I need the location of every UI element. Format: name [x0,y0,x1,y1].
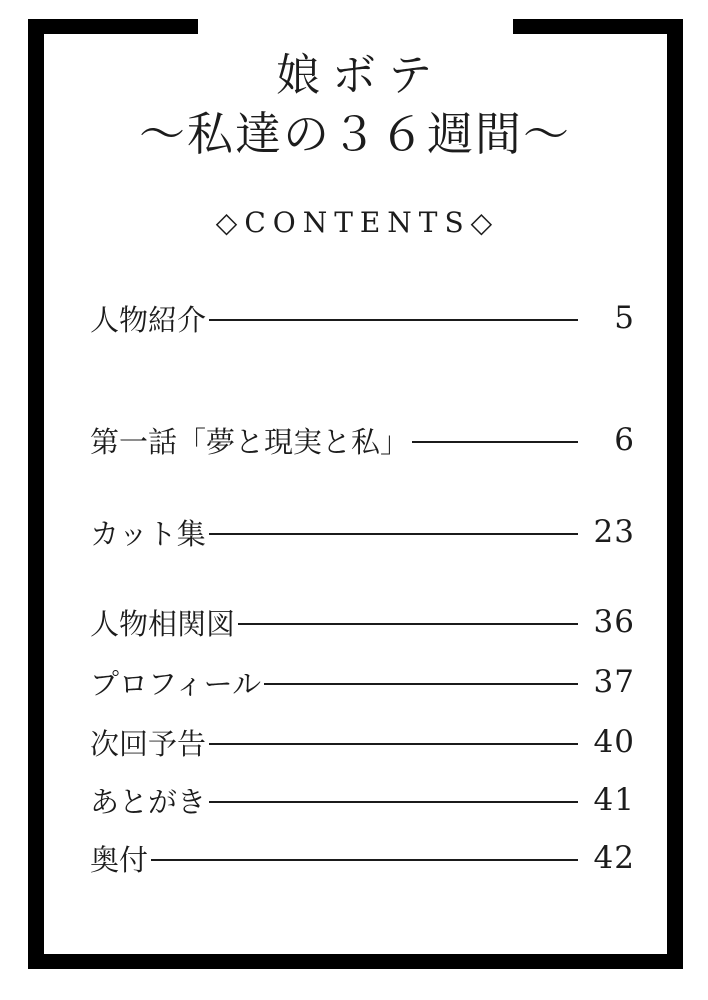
toc-entry-page-number: 6 [614,422,635,458]
toc-row [90,837,635,879]
toc-row [90,419,635,461]
leader-line [209,801,578,803]
book-title-line2: ～私達の３６週間～ [139,107,571,161]
frame-top-right-segment [513,19,683,34]
toc-entry-label: あとがき [90,784,207,819]
toc-entry-label: カット集 [90,516,206,551]
toc-row [90,511,635,553]
toc-entry-page-number: 41 [593,782,635,818]
leader-line [238,623,578,625]
contents-heading: ◇CONTENTS◇ [215,206,500,239]
leader-line [209,319,578,321]
toc-entry-page-number: 42 [593,840,635,876]
toc-entry-page-number: 5 [614,300,635,336]
toc-entry-page-number: 36 [593,604,635,640]
toc-row [90,601,635,643]
toc-entry-label: 次回予告 [90,726,207,761]
leader-line [412,441,578,443]
toc-row [90,297,635,339]
toc-row [90,779,635,821]
toc-entry-label: 第一話「夢と現実と私」 [90,424,410,459]
toc-entry-label: 奥付 [90,842,149,877]
frame-right-bar [667,19,683,969]
leader-line [209,743,578,745]
toc-entry-page-number: 23 [593,514,635,550]
leader-line [209,533,578,535]
frame-top-left-segment [28,19,198,34]
frame-left-bar [28,19,44,969]
toc-row [90,661,635,703]
toc-entry-label: 人物相関図 [90,606,236,641]
book-title-line1: 娘ボテ [276,50,444,101]
frame-bottom-bar [28,954,683,969]
toc-entry-label: プロフィール [90,666,262,701]
toc-entry-label: 人物紹介 [90,302,207,337]
toc-entry-page-number: 40 [593,724,635,760]
toc-row [90,721,635,763]
leader-line [264,683,578,685]
leader-line [151,859,578,861]
toc-entry-page-number: 37 [593,664,635,700]
